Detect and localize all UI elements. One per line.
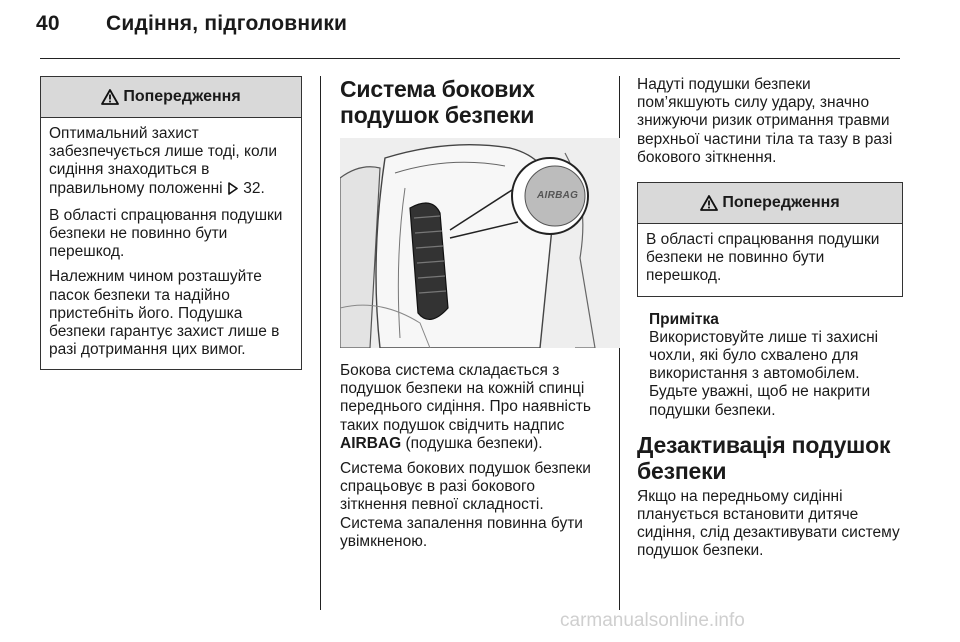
warning-header — [41, 77, 301, 118]
warning-title: Попередження — [722, 194, 840, 212]
warning-body — [638, 224, 902, 296]
note-block — [637, 311, 903, 420]
airbag-label: AIRBAG — [537, 190, 579, 201]
watermark: carmanualsonline.info — [560, 610, 745, 631]
warning-box — [637, 182, 903, 297]
seat-illustration-graphic — [340, 138, 620, 348]
page-title: Сидіння, підголовники — [106, 12, 348, 35]
seat-airbag-illustration — [340, 138, 620, 348]
page-reference: 32. — [243, 179, 265, 197]
arrow-ref-icon — [227, 182, 239, 200]
header-divider — [40, 58, 900, 59]
warning-box — [40, 76, 302, 370]
body-paragraph: Надуті подушки безпеки пом’якшують силу удару, значно знижуючи ризик отримання травми верхньої частини тіла та тазу в разі бокового зіткнення. — [637, 76, 893, 166]
warning-paragraph: Належним чином розташуйте пасок безпеки та надійно пристебніть його. Подушка безпеки гарантує захист лише в разі дотримання цих вимог. — [49, 268, 280, 359]
page-number: 40 — [36, 12, 60, 35]
body-paragraph: Система бокових подушок безпеки спрацьовує в разі бокового зіткнення певної складності. — [340, 460, 591, 514]
body-paragraph: Система запалення повинна бути увімкненою. — [340, 514, 583, 550]
body-paragraph: Бокова система складається з подушок безпеки на кожній спинці переднього сидіння. Про наявність таких подушок свідчить надпис AIRBAG (подушка безпеки). — [340, 362, 591, 452]
column-right — [637, 76, 903, 561]
airbag-term: AIRBAG — [340, 434, 402, 452]
warning-triangle-icon — [700, 195, 718, 211]
column-middle — [340, 76, 602, 551]
section-heading: Система бокових подушок безпеки — [340, 76, 535, 128]
warning-paragraph: Оптимальний захист забезпечується лише тоді, коли сидіння знаходиться в правильному положенні 32. — [49, 125, 293, 200]
column-left — [40, 76, 302, 370]
column-divider — [320, 76, 321, 610]
warning-triangle-icon — [101, 89, 119, 105]
note-text: Використовуйте лише ті захисні чохли, які було схвалено для використання з автомобілем. Будьте уважні, щоб не накрити подушки безпеки. — [649, 328, 879, 419]
warning-body — [41, 118, 301, 369]
warning-paragraph: В області спрацювання подушки безпеки не повинно бути перешкод. — [49, 206, 283, 261]
note-title: Примітка — [649, 310, 719, 328]
warning-title: Попередження — [123, 88, 241, 105]
warning-header — [638, 183, 902, 224]
section-heading: Дезактивація подушок безпеки — [637, 431, 891, 484]
page-header — [36, 12, 347, 36]
warning-paragraph: В області спрацювання подушки безпеки не повинно бути перешкод. — [646, 231, 880, 285]
body-paragraph: Якщо на передньому сидінні планується встановити дитяче сидіння, слід дезактивувати систему подушок безпеки. — [637, 487, 900, 560]
